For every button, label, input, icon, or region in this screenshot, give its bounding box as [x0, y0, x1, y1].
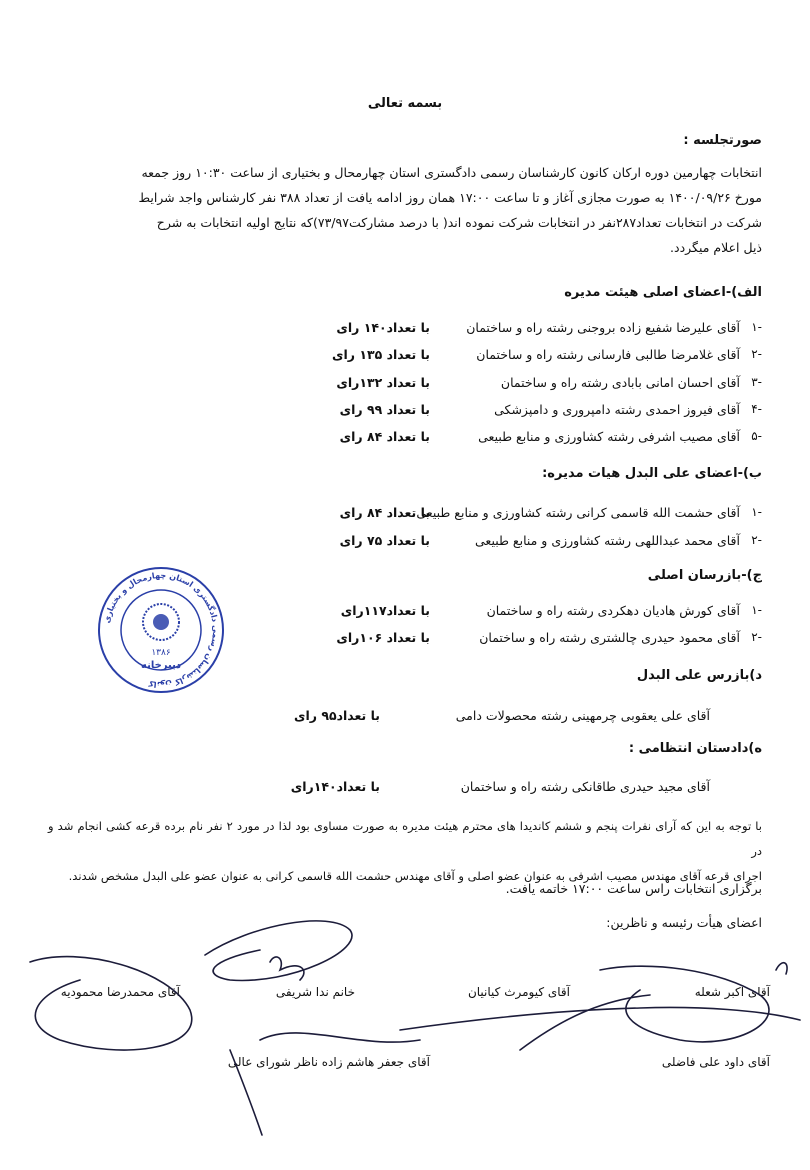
candidate-name: آقای مصیب اشرفی رشته کشاورزی و منابع طبیعی [478, 429, 740, 444]
official-stamp [96, 560, 226, 700]
candidate-votes: با تعداد ۱۳۵ رای [332, 347, 430, 362]
signature-mark [205, 921, 352, 981]
candidate-votes: با تعداد۱۴۰رای [290, 779, 380, 794]
signatory-name: خانم ندا شریفی [275, 985, 355, 999]
stamp-year: ۱۳۸۶ [151, 648, 171, 658]
row-number: -۵ [751, 429, 762, 443]
signatory-name: آقای محمدرضا محمودیه [60, 985, 180, 999]
intro-paragraph [48, 160, 762, 260]
minutes-heading: صورتجلسه : [683, 133, 762, 148]
stamp-ring-text: کانون کارشناسان رسمی دادگستری استان چهارمحال و بختیاری [102, 570, 221, 690]
signature-mark [400, 1008, 800, 1031]
candidate-name: آقای علیرضا شفیع زاده بروجنی رشته راه و ساختمان [466, 320, 740, 335]
candidate-name: آقای احسان امانی بابادی رشته راه و ساختمان [500, 375, 740, 390]
signature-mark [520, 995, 650, 1050]
section-title-main-board: الف)-اعضای اصلی هیئت مدیره [564, 285, 762, 300]
signatory-name: آقای جعفر هاشم زاده ناظر شورای عالی [227, 1055, 430, 1069]
stamp-emblem-icon [143, 604, 179, 640]
candidate-votes: با تعداد۹۵ رای [294, 708, 380, 723]
row-number: -۴ [751, 402, 762, 416]
intro-line: شرکت در انتخابات تعداد۲۸۷نفر در انتخابات شرکت نموده اند( با درصد مشارکت۷۳/۹۷)که نتایج اولیه انتخابات به شرح [156, 215, 762, 230]
intro-line: انتخابات چهارمین دوره ارکان کانون کارشناسان رسمی دادگستری استان چهارمحال و بختیاری از ساعت ۱۰:۳۰ روز جمعه [141, 165, 762, 180]
row-number: -۱ [751, 320, 762, 334]
candidate-votes: با تعداد ۸۴ رای [339, 429, 430, 444]
candidate-name: آقای فیروز احمدی رشته دامپروری و دامپزشکی [494, 402, 740, 417]
candidate-name: آقای محمد عبداللهی رشته کشاورزی و منابع طبیعی [475, 533, 740, 548]
signatory-name: آقای کیومرث کیانیان [467, 985, 570, 999]
row-number: -۲ [751, 630, 762, 644]
candidate-name: آقای مجید حیدری طاقانکی رشته راه و ساختمان [460, 779, 710, 794]
signature-mark [260, 1033, 420, 1042]
row-number: -۲ [751, 347, 762, 361]
document-title: بسمه تعالی [367, 96, 443, 111]
candidate-name: آقای کورش هادیان دهکردی رشته راه و ساختمان [486, 603, 740, 618]
signatures-scribbles [0, 900, 810, 1170]
candidate-votes: با تعداد ۸۴ رای [339, 505, 430, 520]
stamp-label: دبیرخانه [141, 660, 181, 671]
signature-mark [230, 1050, 262, 1135]
candidate-name: آقای غلامرضا طالبی فارسانی رشته راه و ساختمان [476, 347, 740, 362]
signature-mark [600, 966, 769, 1042]
candidate-votes: با تعداد ۹۹ رای [339, 402, 430, 417]
section-title-alternate-board: ب)-اعضای علی البدل هیات مدیره: [542, 466, 762, 481]
section-title-main-inspectors: ج)-بازرسان اصلی [647, 568, 762, 583]
row-number: -۲ [751, 533, 762, 547]
signature-mark [30, 957, 192, 1050]
row-number: -۱ [751, 505, 762, 519]
signatory-name: آقای اکبر شعله [694, 985, 770, 999]
note-line: اجرای قرعه آقای مهندس مصیب اشرفی به عنوان عضو اصلی و آقای مهندس حشمت الله قاسمی کرانی به عنوان عضو علی البدل مشخص شدند. [68, 869, 762, 883]
note-line: با توجه به این که آرای نفرات پنجم و ششم کاندیدا های محترم هیئت مدیره به صورت مساوی بود لذا در مورد ۲ نفر نام برده قرعه کشی انجام شد و در [48, 819, 762, 858]
signatory-name: آقای داود علی فاضلی [661, 1055, 770, 1069]
intro-line: مورخ ۱۴۰۰/۰۹/۲۶ به صورت مجازی آغاز و تا ساعت ۱۷:۰۰ همان روز ادامه یافت از تعداد ۳۸۸ نفر کارشناس واجد شرایط [138, 190, 762, 205]
section-title-disciplinary-prosecutor: ه)دادستان انتظامی : [628, 741, 762, 756]
row-number: -۱ [751, 603, 762, 617]
row-number: -۳ [751, 375, 762, 389]
candidate-votes: با تعداد ۷۵ رای [339, 533, 430, 548]
candidate-name: آقای حشمت الله قاسمی کرانی رشته کشاورزی و منابع طبیعی [416, 505, 740, 520]
closing-statement: برگزاری انتخابات راس ساعت ۱۷:۰۰ خاتمه یافت. [505, 881, 762, 896]
candidate-name: آقای محمود حیدری چالشتری رشته راه و ساختمان [479, 630, 740, 645]
candidate-votes: با تعداد۱۱۷رای [340, 603, 430, 618]
candidate-votes: با تعداد ۱۳۲رای [336, 375, 430, 390]
signature-mark [776, 963, 787, 974]
section-title-alternate-inspector: د)بازرس علی البدل [636, 668, 762, 683]
intro-line: ذیل اعلام میگردد. [670, 240, 762, 255]
signatories-heading: اعضای هیأت رئیسه و ناظرین: [606, 915, 762, 930]
candidate-votes: با تعداد۱۴۰ رای [336, 320, 430, 335]
candidate-name: آقای علی یعقوبی چرمهینی رشته محصولات دامی [455, 708, 710, 723]
candidate-votes: با تعداد ۱۰۶رای [336, 630, 430, 645]
